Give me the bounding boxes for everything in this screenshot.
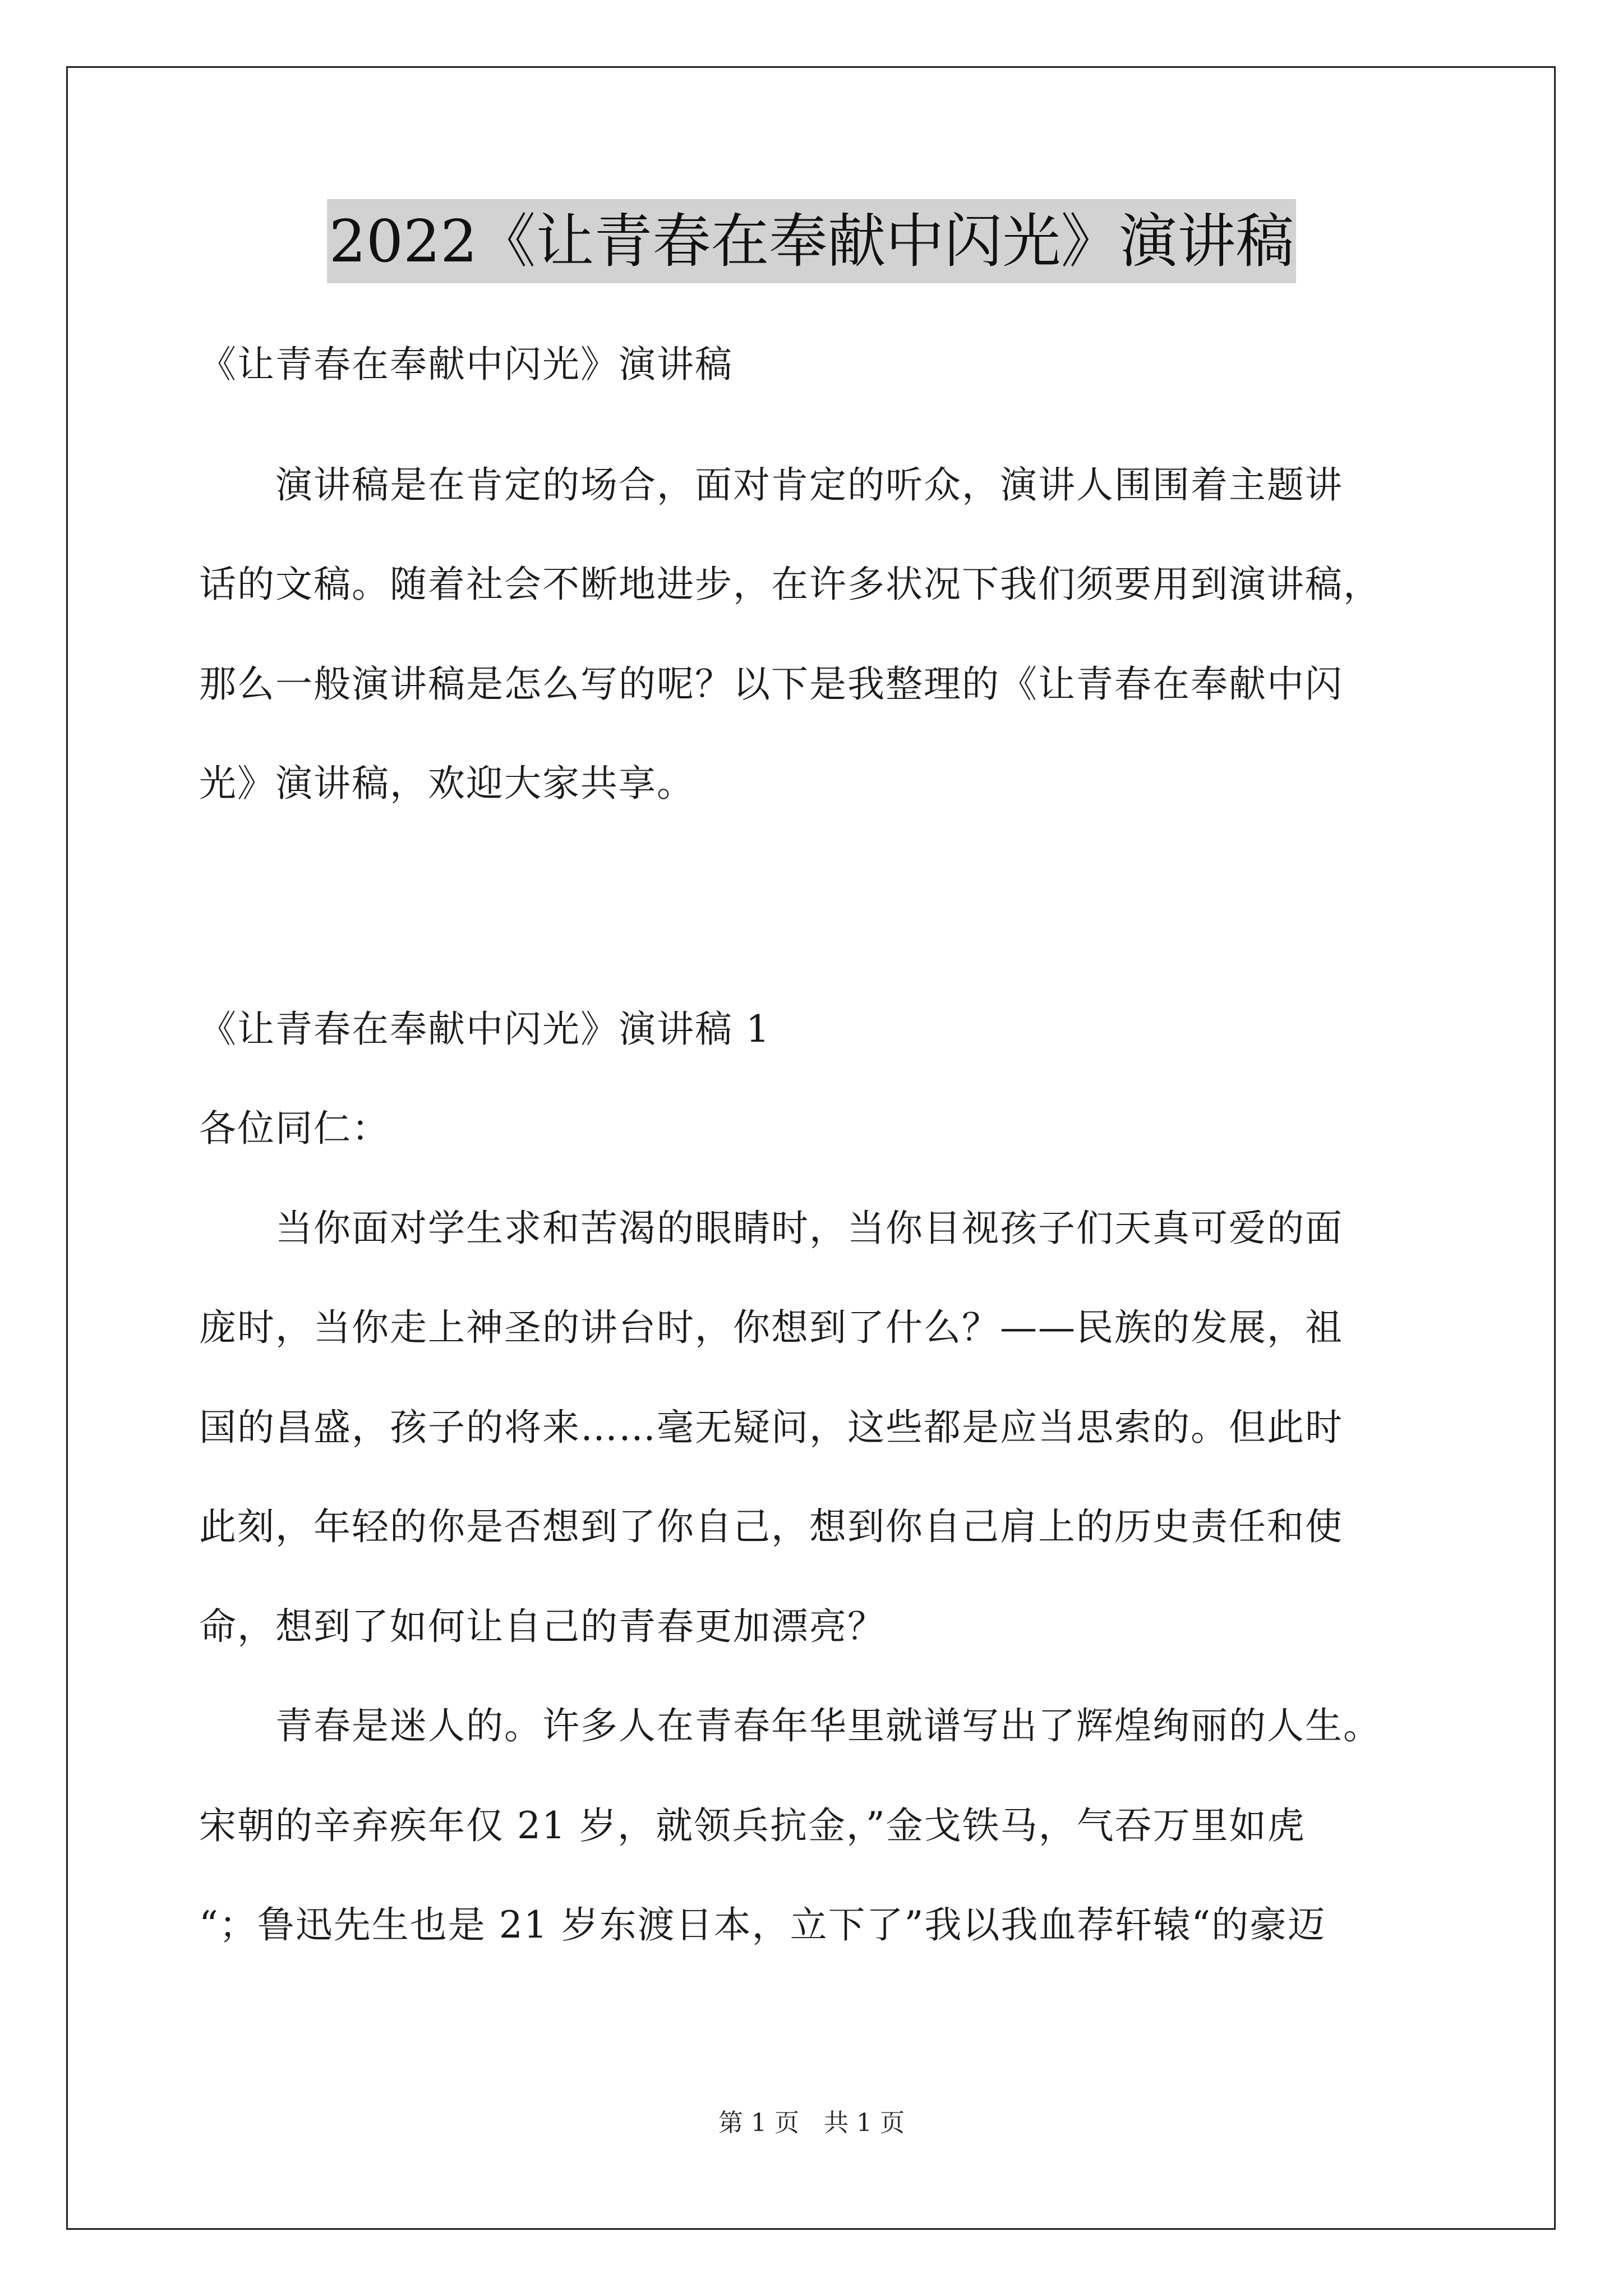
paragraph-line: 庞时，当你走上神圣的讲台时，你想到了什么？——民族的发展，祖 <box>199 1306 1343 1349</box>
paragraph-line: 青春是迷人的。许多人在青春年华里就谱写出了辉煌绚丽的人生。 <box>199 1704 1381 1747</box>
paragraph-line: 那么一般演讲稿是怎么写的呢？以下是我整理的《让青春在奉献中闪 <box>199 662 1343 706</box>
paragraph-line: 宋朝的辛弃疾年仅 21 岁，就领兵抗金，”金戈铁马，气吞万里如虎 <box>199 1804 1306 1847</box>
section-heading-1: 《让青春在奉献中闪光》演讲稿 1 <box>199 1007 771 1051</box>
paragraph-line: 命，想到了如何让自己的青春更加漂亮？ <box>199 1605 886 1648</box>
paragraph-line: 当你面对学生求和苦渴的眼睛时，当你目视孩子们天真可爱的面 <box>199 1207 1343 1250</box>
paragraph-line: 话的文稿。随着社会不断地进步，在许多状况下我们须要用到演讲稿， <box>199 563 1381 606</box>
paragraph-line: 国的昌盛，孩子的将来……毫无疑问，这些都是应当思索的。但此时 <box>199 1406 1343 1449</box>
section-heading-intro: 《让青春在奉献中闪光》演讲稿 <box>199 343 733 386</box>
paragraph-line: 演讲稿是在肯定的场合，面对肯定的听众，演讲人围围着主题讲 <box>199 463 1343 507</box>
page-footer: 第 1 页 共 1 页 <box>718 2109 905 2137</box>
document-title: 2022《让青春在奉献中闪光》演讲稿 <box>327 199 1297 283</box>
paragraph-line: 此刻，年轻的你是否想到了你自己，想到你自己肩上的历史责任和使 <box>199 1505 1343 1548</box>
salutation: 各位同仁： <box>199 1107 390 1150</box>
title-container <box>0 199 1623 283</box>
paragraph-line: “；鲁迅先生也是 21 岁东渡日本，立下了”我以我血荐轩辕“的豪迈 <box>199 1903 1326 1947</box>
paragraph-line: 光》演讲稿，欢迎大家共享。 <box>199 762 695 805</box>
